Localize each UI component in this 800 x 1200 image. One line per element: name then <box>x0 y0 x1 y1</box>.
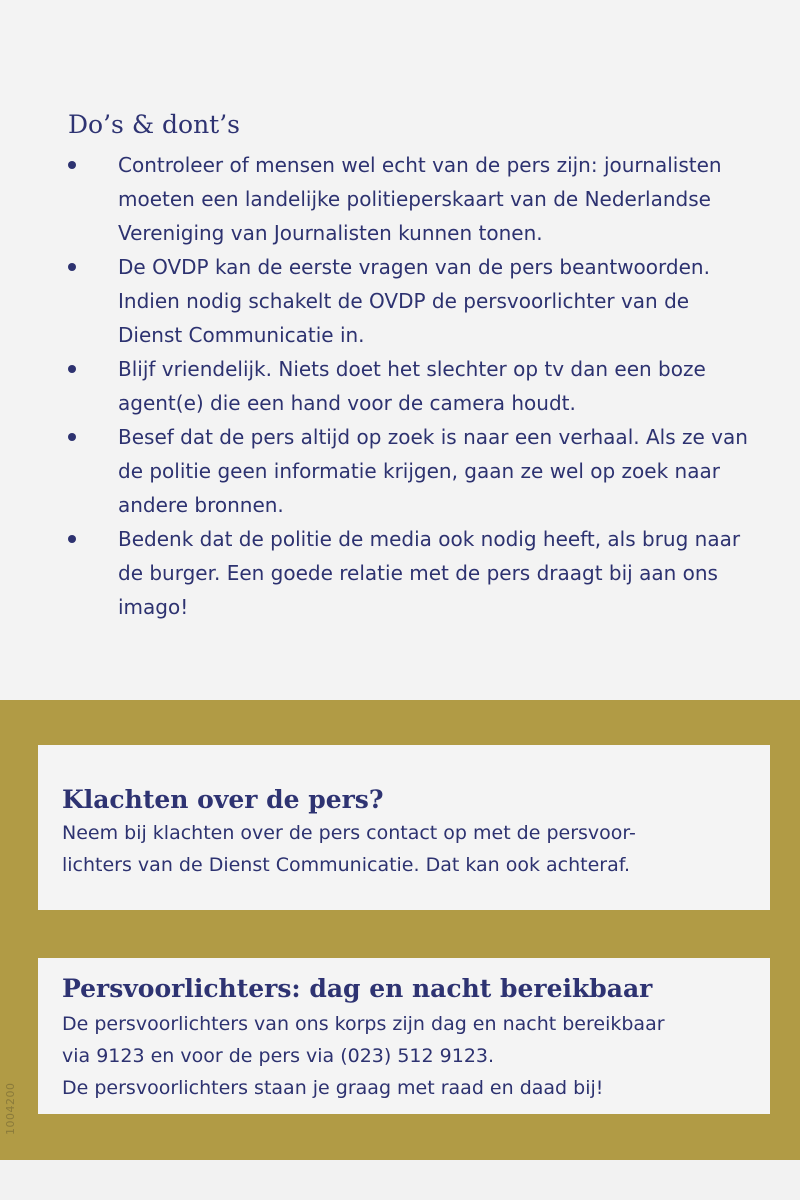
bottom-margin <box>0 1160 800 1200</box>
list-item <box>68 522 748 624</box>
complaints-text <box>62 817 762 881</box>
complaints-box <box>38 745 770 910</box>
bullet-icon <box>68 161 76 169</box>
complaints-title: Klachten over de pers? <box>62 785 384 814</box>
print-code: 1004200 <box>4 1082 17 1135</box>
bullet-icon <box>68 433 76 441</box>
complaints-line: Neem bij klachten over de pers contact op met de persvoor- <box>62 822 636 844</box>
press-officers-line: via 9123 en voor de pers via (023) 512 9123. <box>62 1045 495 1067</box>
bullet-icon <box>68 263 76 271</box>
press-officers-text <box>62 1008 762 1104</box>
press-officers-line: De persvoorlichters staan je graag met raad en daad bij! <box>62 1077 604 1099</box>
list-item <box>68 250 748 352</box>
complaints-line: lichters van de Dienst Communicatie. Dat kan ook achteraf. <box>62 854 631 876</box>
dos-donts-heading: Do’s & dont’s <box>68 110 240 139</box>
list-item-text: Blijf vriendelijk. Niets doet het slechter op tv dan een boze agent(e) die een hand voor de camera houdt. <box>118 357 706 415</box>
press-officers-box <box>38 958 770 1114</box>
list-item-text: De OVDP kan de eerste vragen van de pers beantwoorden. Indien nodig schakelt de OVDP de persvoorlichter van de Dienst Communicatie in. <box>118 255 710 347</box>
list-item <box>68 148 748 250</box>
list-item <box>68 352 748 420</box>
list-item-text: Besef dat de pers altijd op zoek is naar een verhaal. Als ze van de politie geen informatie krijgen, gaan ze wel op zoek naar andere bronnen. <box>118 425 748 517</box>
bullet-icon <box>68 535 76 543</box>
press-officers-title: Persvoorlichters: dag en nacht bereikbaar <box>62 974 653 1003</box>
press-officers-line: De persvoorlichters van ons korps zijn dag en nacht bereikbaar <box>62 1013 665 1035</box>
list-item-text: Bedenk dat de politie de media ook nodig heeft, als brug naar de burger. Een goede relatie met de pers draagt bij aan ons imago! <box>118 527 741 619</box>
list-item <box>68 420 748 522</box>
list-item-text: Controleer of mensen wel echt van de pers zijn: journalisten moeten een landelijke politieperskaart van de Nederlandse Vereniging van Journalisten kunnen tonen. <box>118 153 722 245</box>
dos-donts-list <box>68 148 748 624</box>
bullet-icon <box>68 365 76 373</box>
